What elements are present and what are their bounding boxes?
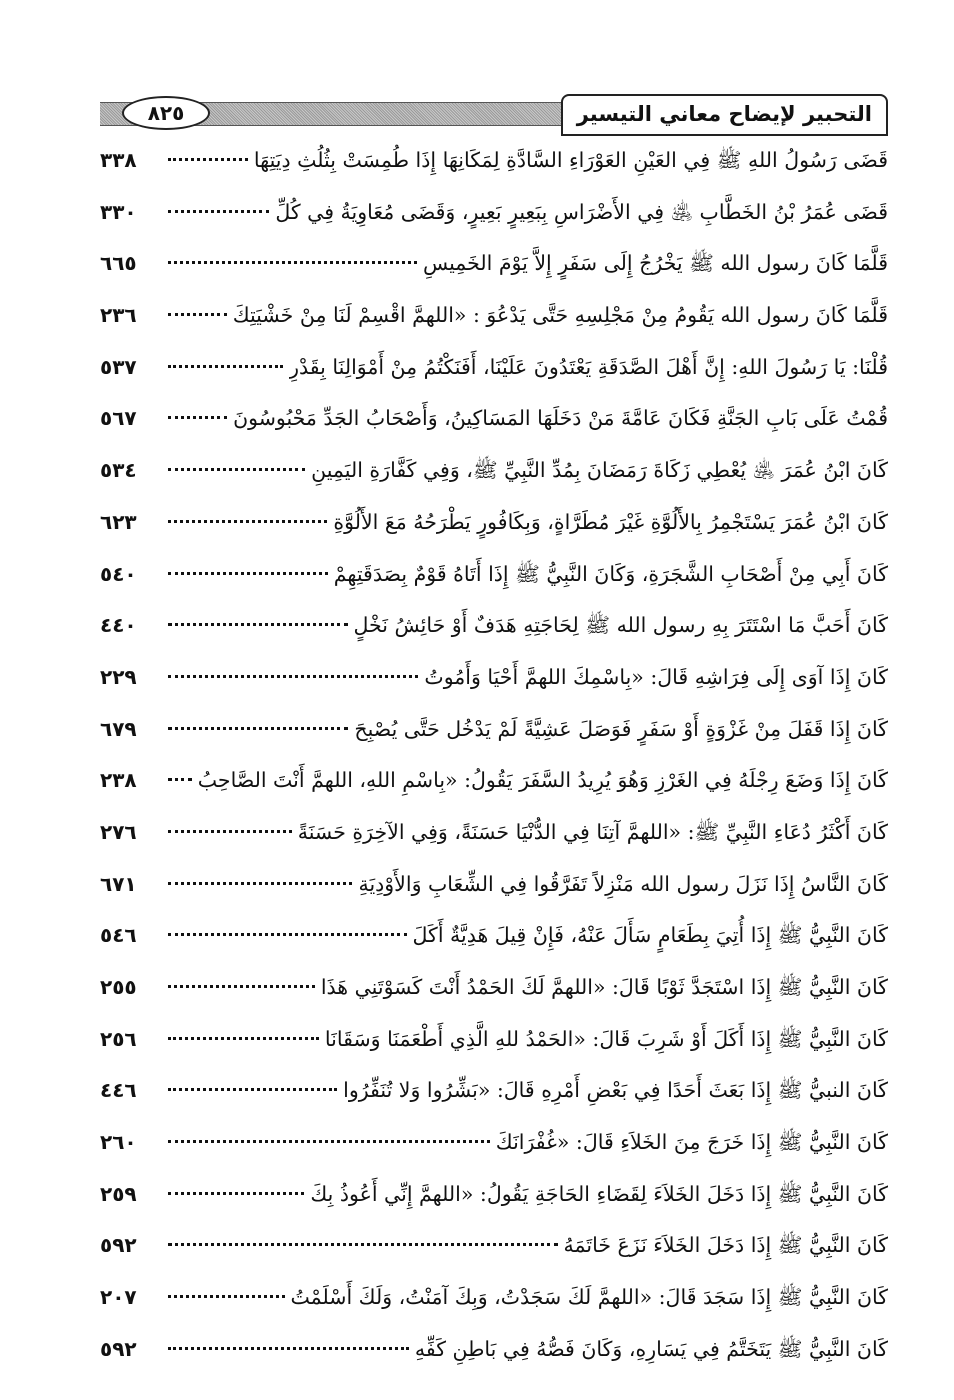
dot-leader	[168, 1037, 319, 1040]
index-entry	[100, 554, 888, 606]
dot-leader	[168, 882, 352, 885]
entry-page-number: ٣٣٠	[100, 199, 137, 224]
index-entry	[100, 657, 888, 709]
entry-page-number: ٥٤٠	[100, 561, 137, 586]
entry-page-number: ٥٣٧	[100, 354, 137, 379]
entry-page-number: ٢٧٦	[100, 819, 137, 844]
dot-leader	[168, 1295, 285, 1298]
entry-text: كَانَ النبيُّ ﷺ إِذَا بَعَثَ أَحَدًا فِي بَعْضِ أَمْرِهِ قَالَ: «بَشِّرُوا وَلا تُنَفِّرُوا	[343, 1078, 888, 1103]
entry-text: قَلَّمَا كَانَ رسول الله يَقُومُ مِنْ مَجْلِسِهِ حَتَّى يَدْعُوَ : «اللهمَّ اقْسِمْ لَنَا مِنْ خَشْيَتِكَ	[232, 303, 888, 328]
dot-leader	[168, 572, 328, 575]
entry-text: كَانَ النَّبِيُّ ﷺ إِذَا أَكَلَ أَوْ شَرِبَ قَالَ: «الحَمْدُ للهِ الَّذِي أَطْعَمَنَا وَسَقَانَا	[324, 1026, 888, 1051]
index-entry	[100, 450, 888, 502]
entry-page-number: ٦٦٥	[100, 251, 137, 276]
entry-text: كَانَ النَّبِيُّ ﷺ إِذَا اسْتَجَدَّ ثَوْبًا قَالَ: «اللهمَّ لَكَ الحَمْدُ أَنْتَ كَسَوْتَنِي هَذَا	[320, 975, 888, 999]
index-entry	[100, 347, 888, 399]
dot-leader	[168, 727, 348, 730]
book-title: التحبير لإيضاح معاني التيسير	[561, 94, 888, 136]
entry-text: كَانَ إِذَا آوَى إِلَى فِرَاشِهِ قَالَ: «بِاسْمِكَ اللهمَّ أَحْيَا وَأَمُوتُ	[424, 664, 888, 689]
entry-text: كَانَ النَّبِيُّ ﷺ إِذَا سَجَدَ قَالَ: «اللهمَّ لَكَ سَجَدْتُ، وَبِكَ آمَنْتُ، وَلَكَ أَسْلَمْتُ	[290, 1285, 888, 1310]
entry-page-number: ٢٦٠	[100, 1130, 137, 1155]
dot-leader	[168, 830, 292, 833]
entry-text: كَانَ إِذَا وَضَعَ رِجْلَهُ فِي الغَرْزِ وَهُوَ يُرِيدُ السَّفَرَ يَقُولُ: «بِاسْمِ اللهِ، اللهمَّ أَنْتَ الصَّاحِبُ	[197, 768, 888, 793]
index-entry	[100, 1225, 888, 1277]
dot-leader	[168, 1243, 558, 1246]
hadith-index-list	[100, 140, 888, 1381]
index-entry	[100, 915, 888, 967]
dot-leader	[168, 1140, 490, 1143]
entry-page-number: ٤٤٠	[100, 613, 137, 638]
entry-text: كَانَ ابْنُ عُمَرَ يَسْتَجْمِرُ بِالأَلُوَّةِ غَيْرَ مُطَرَّاةٍ، وَبِكَافُورٍ يَطْرَحُهُ مَعَ الأَلُوَّةِ	[333, 509, 888, 534]
page-header	[100, 94, 888, 134]
entry-page-number: ٦٢٣	[100, 509, 137, 534]
entry-text: كَانَ إِذَا قَفَلَ مِنْ غَزْوَةٍ أَوْ سَفَرٍ فَوَصَلَ عَشِيَّةً لَمْ يَدْخُل حَتَّى يُصْبِحَ	[354, 716, 888, 741]
index-entry	[100, 243, 888, 295]
entry-page-number: ٥٤٦	[100, 923, 137, 948]
entry-page-number: ٥٦٧	[100, 406, 137, 431]
entry-page-number: ٦٧٩	[100, 716, 137, 741]
entry-page-number: ٤٤٦	[100, 1078, 137, 1103]
index-entry	[100, 1070, 888, 1122]
index-entry	[100, 1174, 888, 1226]
entry-text: كَانَ النَّبِيُّ ﷺ إِذَا دَخَلَ الخَلاَءَ نَزَعَ خَاتَمَهُ	[563, 1233, 888, 1258]
dot-leader	[168, 675, 418, 678]
entry-text: كَانَ أَحَبَّ مَا اسْتَتَرَ بِهِ رسول الله ﷺ لِحَاجَتِهِ هَدَفٌ أَوْ حَائِشُ نَخْلٍ	[353, 613, 888, 638]
entry-page-number: ٣٣٨	[100, 148, 137, 172]
index-entry	[100, 864, 888, 916]
entry-page-number: ٢٣٦	[100, 303, 137, 328]
entry-text: قُمْتُ عَلَى بَابِ الجَنَّةِ فَكَانَ عَامَّةَ مَنْ دَخَلَهَا المَسَاكِينُ، وَأَصْحَابُ الجَدِّ مَحْبُوسُونَ	[233, 406, 888, 431]
dot-leader	[168, 210, 269, 213]
index-entry	[100, 140, 888, 192]
dot-leader	[168, 416, 227, 419]
dot-leader	[168, 1088, 337, 1091]
index-entry	[100, 967, 888, 1019]
dot-leader	[168, 1192, 304, 1195]
entry-text: كَانَ النَّبِيُّ ﷺ إِذَا خَرَجَ مِنَ الخَلاَءِ قَالَ: «غُفْرَانَكَ	[495, 1130, 888, 1155]
entry-text: قُلْنَا: يَا رَسُولَ اللهِ: إِنَّ أَهْلَ الصَّدَقَةِ يَعْتَدُونَ عَلَيْنَا، أَفَنَكْتُمُ مِنْ أَمْوَالِنَا بِقَدْرِ	[289, 354, 888, 379]
entry-page-number: ٢٥٦	[100, 1026, 137, 1051]
index-entry	[100, 295, 888, 347]
dot-leader	[168, 468, 305, 471]
dot-leader	[168, 313, 227, 316]
dot-leader	[168, 933, 407, 936]
entry-text: قَضَى رَسُولُ اللهِ ﷺ فِي العَيْنِ العَوْرَاءِ السَّادَّةِ لِمَكَانِهَا إِذَا طُمِسَتْ بِثُلُثِ دِيَتِهَا	[253, 148, 888, 172]
index-entry	[100, 1277, 888, 1329]
entry-page-number: ٥٩٢	[100, 1233, 137, 1258]
entry-page-number: ٦٧١	[100, 871, 137, 896]
dot-leader	[168, 520, 327, 523]
entry-text: كَانَ أَكْثَرُ دُعَاءِ النَّبِيِّ ﷺ: «اللهمَّ آتِنَا فِي الدُّنْيَا حَسَنَةً، وَفِي الآخِرَةِ حَسَنَةً	[297, 819, 888, 844]
index-entry	[100, 192, 888, 244]
entry-page-number: ٢٠٧	[100, 1285, 137, 1310]
entry-text: قَضَى عُمَرُ بْنُ الخَطَّابِ ﵁ فِي الأَضْرَاسِ بِبَعِيرٍ بَعِيرٍ، وَقَضَى مُعَاوِيَةُ فِي كُلِّ	[275, 199, 888, 224]
entry-text: قَلَّمَا كَانَ رسول الله ﷺ يَخْرُجُ إِلَى سَفَرٍ إِلاَّ يَوْمَ الخَمِيسِ	[422, 251, 888, 276]
index-entry	[100, 1019, 888, 1071]
entry-text: كَانَ أَبِي مِنْ أَصْحَابِ الشَّجَرَةِ، وَكَانَ النَّبِيُّ ﷺ إِذَا أَتَاهُ قَوْمٌ بِصَدَقَتِهِمْ	[333, 561, 888, 586]
index-entry	[100, 812, 888, 864]
entry-text: كَانَ النَّاسُ إِذَا نَزَلَ رسول الله مَنْزِلاً تَفَرَّقُوا فِي الشِّعَابِ وَالأَوْدِيَةِ	[358, 871, 888, 896]
index-entry	[100, 1122, 888, 1174]
entry-page-number: ٥٣٤	[100, 458, 137, 483]
entry-page-number: ٢٢٩	[100, 664, 137, 689]
index-entry	[100, 1329, 888, 1381]
entry-text: كَانَ ابْنُ عُمَرَ ﵁ يُعْطِي زَكَاةَ رَمَضَانَ بِمُدِّ النَّبِيِّ ﷺ، وَفِي كَفَّارَةِ اليَمِينِ	[311, 458, 888, 483]
index-entry	[100, 760, 888, 812]
index-entry	[100, 709, 888, 761]
dot-leader	[168, 158, 248, 161]
entry-page-number: ٢٣٨	[100, 768, 137, 793]
entry-page-number: ٢٥٥	[100, 975, 137, 999]
index-entry	[100, 398, 888, 450]
entry-text: كَانَ النَّبِيُّ ﷺ إِذَا أُتِيَ بِطَعَامٍ سَأَلَ عَنْهُ، فَإِنْ قِيلَ هَدِيَّةٌ أَكَلَ	[412, 923, 888, 948]
dot-leader	[168, 623, 348, 626]
page-number: ٨٢٥	[122, 96, 210, 130]
entry-text: كَانَ النَّبِيُّ ﷺ يَتَخَتَّمُ فِي يَسَارِهِ، وَكَانَ فَصُّهُ فِي بَاطِنِ كَفِّهِ	[414, 1336, 888, 1361]
dot-leader	[168, 261, 417, 264]
dot-leader	[168, 1347, 409, 1350]
dot-leader	[168, 985, 315, 988]
entry-text: كَانَ النَّبِيُّ ﷺ إِذَا دَخَلَ الخَلاَءَ لِقَضَاءِ الحَاجَةِ يَقُولُ: «اللهمَّ إِنِّي أَعُوذُ بِكَ	[310, 1181, 888, 1206]
dot-leader	[168, 365, 283, 368]
entry-page-number: ٢٥٩	[100, 1181, 137, 1206]
index-entry	[100, 605, 888, 657]
entry-page-number: ٥٩٢	[100, 1336, 137, 1361]
dot-leader	[168, 778, 192, 781]
index-entry	[100, 502, 888, 554]
